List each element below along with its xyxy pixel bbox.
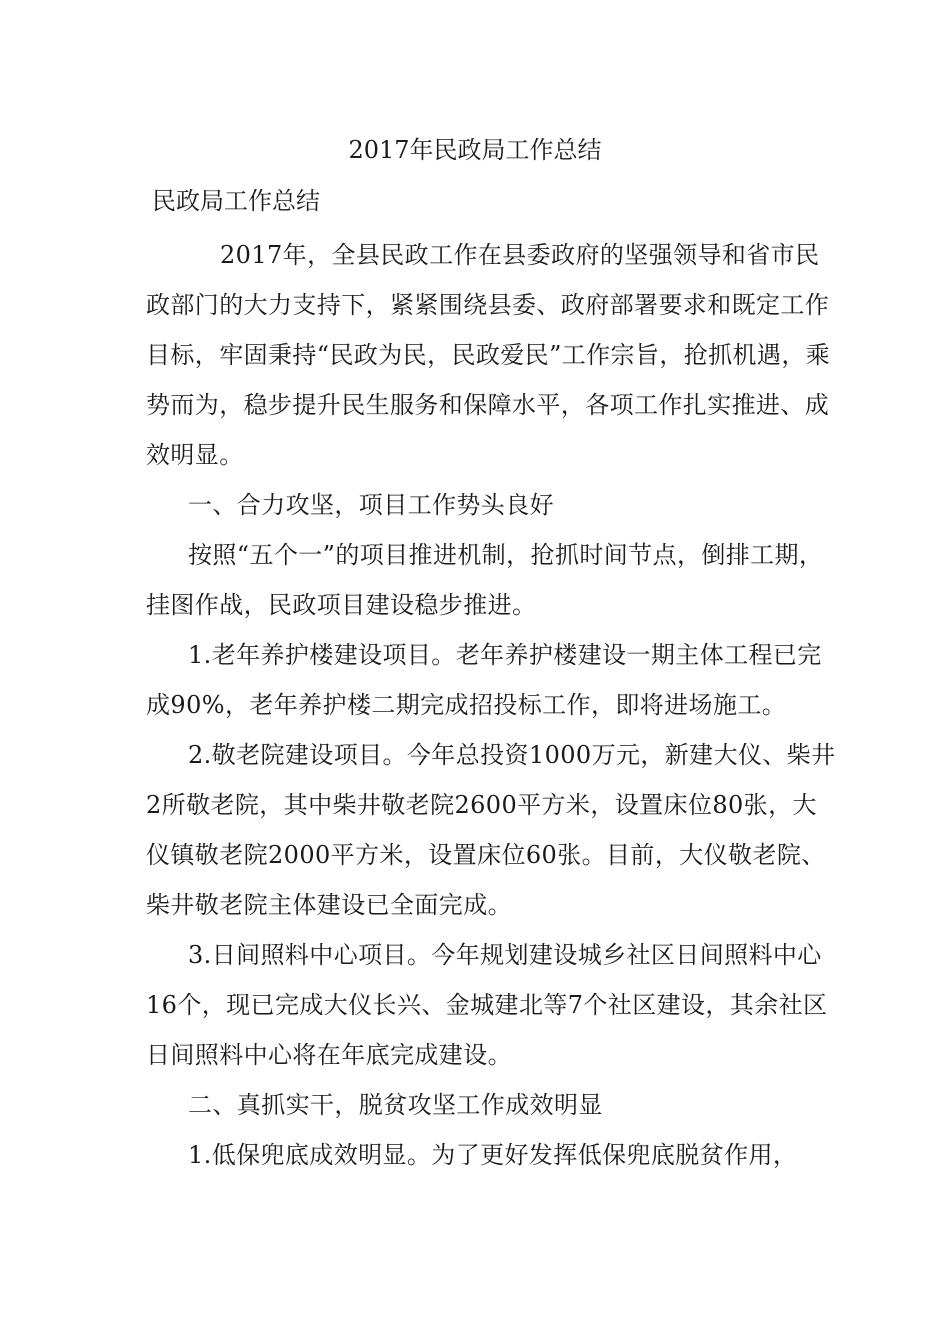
intro-paragraph: 2017年，全县民政工作在县委政府的坚强领导和省市民政部门的大力支持下，紧紧围绕县委、政府部署要求和既定工作目标，牢固秉持“民政为民，民政爱民”工作宗旨，抢抓机遇，乘势而为，稳步提升民生服务和保障水平，各项工作扎实推进、成效明显。 [146,241,831,469]
document-subtitle: 民政局工作总结 [152,187,320,215]
document-title: 2017年民政局工作总结 [348,136,602,164]
section-heading-1: 一、合力攻坚，项目工作势头良好 [188,491,554,519]
section-heading-2: 二、真抓实干，脱贫攻坚工作成效明显 [188,1091,603,1119]
item-1-elderly-care-building-paragraph: 1.老年养护楼建设项目。老年养护楼建设一期主体工程已完成90%，老年养护楼二期完成招投标工作，即将进场施工。 [146,641,822,719]
section-1-intro-paragraph: 按照“五个一”的项目推进机制，抢抓时间节点，倒排工期，挂图作战，民政项目建设稳步推进。 [146,541,824,619]
item-2-nursing-home-paragraph: 2.敬老院建设项目。今年总投资1000万元，新建大仪、柴井2所敬老院，其中柴井敬老院2600平方米，设置床位80张，大仪镇敬老院2000平方米，设置床位60张。目前，大仪敬老院、柴井敬老院主体建设已全面完成。 [146,741,836,919]
item-3-day-care-center-paragraph: 3.日间照料中心项目。今年规划建设城乡社区日间照料中心16个，现已完成大仪长兴、金城建北等7个社区建设，其余社区日间照料中心将在年底完成建设。 [146,941,828,1069]
item-1-subsistence-allowance-paragraph: 1.低保兜底成效明显。为了更好发挥低保兜底脱贫作用， [188,1141,798,1169]
document-body [146,230,836,1180]
